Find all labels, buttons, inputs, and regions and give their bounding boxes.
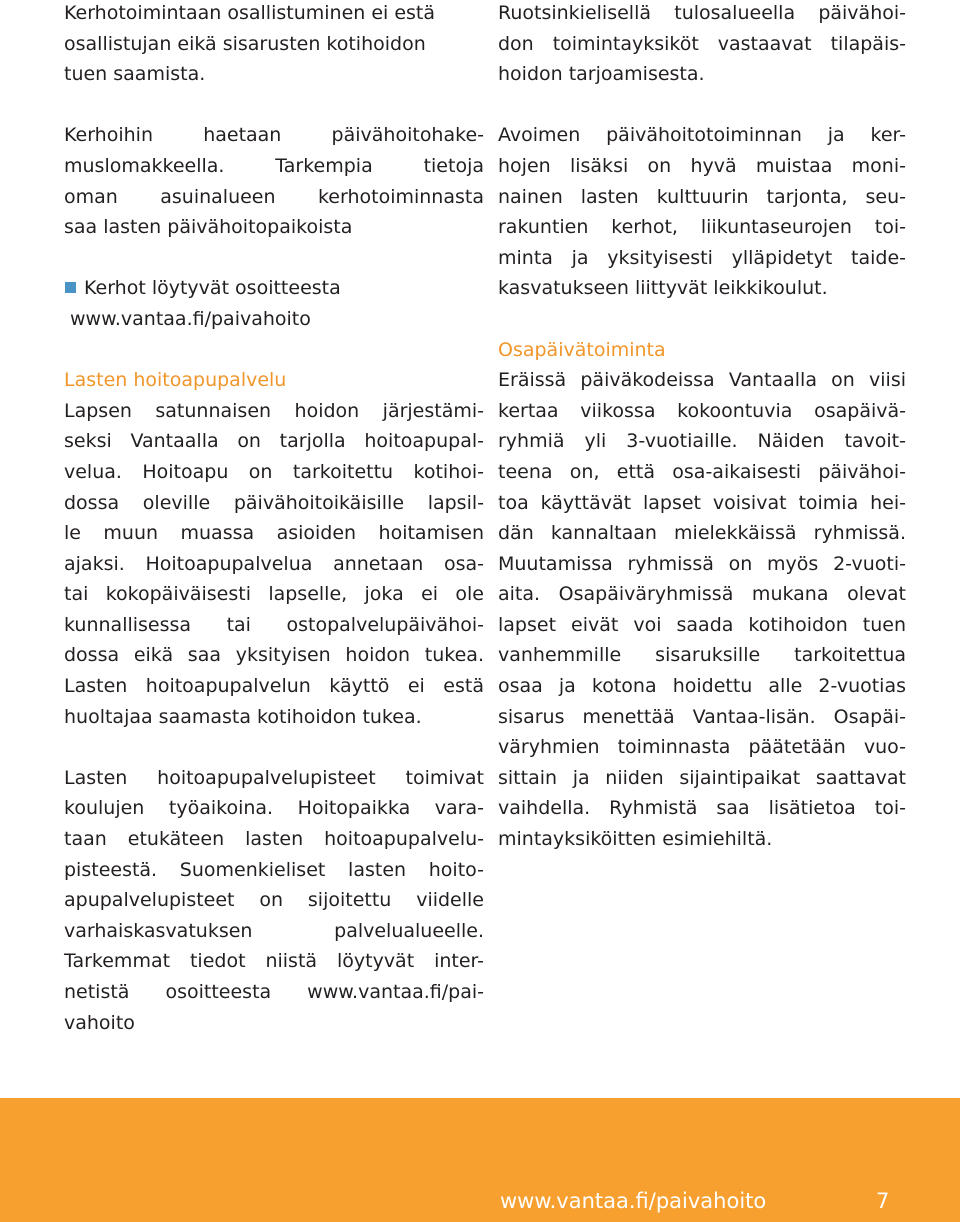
right-column (498, 0, 906, 855)
text-line: vaihdella. Ryhmistä saa lisätietoa toi- (498, 797, 906, 820)
footer-band (0, 1098, 960, 1222)
text-line: taan etukäteen lasten hoitoapupalvelu- (64, 828, 484, 851)
text-line: Lapsen satunnaisen hoidon järjestämi- (64, 399, 484, 422)
paragraph-hoitoapupalvelupisteet (64, 763, 484, 1038)
text-line: netistä osoitteesta www.vantaa.fi/pai- (64, 981, 484, 1003)
text-line: toa käyttävät lapset voisivat toimia hei- (498, 491, 906, 514)
text-line: Avoimen päivähoitotoiminnan ja ker- (498, 124, 906, 147)
bullet-kerho-link (64, 273, 484, 334)
page-number: 7 (876, 1189, 890, 1213)
heading-hoitoapupalvelu: Lasten hoitoapupalvelu (64, 369, 287, 392)
footer-url-link[interactable]: www.vantaa.fi/paivahoito (500, 1189, 767, 1213)
text-line: vanhemmille sisaruksille tarkoitettua (498, 644, 906, 667)
text-line: Eräissä päiväkodeissa Vantaalla on viisi (498, 369, 906, 392)
text-line: minta ja yksityisesti ylläpidetyt taide- (498, 246, 906, 269)
square-bullet-icon (65, 282, 76, 293)
text-line: Kerhotoimintaan osallistuminen ei estä (64, 2, 436, 24)
text-line: Lasten hoitoapupalvelun käyttö ei estä (64, 675, 484, 698)
text-line: varhaiskasvatuksen palvelualueelle. (64, 919, 484, 942)
text-line: teena on, että osa-aikaisesti päivähoi- (498, 460, 906, 483)
text-line: apupalvelupisteet on sijoitettu viidelle (64, 889, 484, 912)
text-line: ajaksi. Hoitoapupalvelua annetaan osa- (64, 552, 484, 575)
text-line: dossa oleville päivähoitoikäisille lapsil- (64, 491, 484, 514)
text-line: aita. Osapäiväryhmissä mukana olevat (498, 583, 906, 606)
text-line: rakuntien kerhot, liikuntaseurojen toi- (498, 216, 906, 239)
text-line: Lasten hoitoapupalvelupisteet toimivat (64, 766, 484, 789)
paragraph-swedish-area (498, 0, 906, 90)
left-column (64, 0, 484, 1038)
bullet-text: Kerhot löytyvät osoitteesta (84, 277, 341, 300)
text-line: koulujen työaikoina. Hoitopaikka vara- (64, 797, 484, 820)
text-line: dän kannaltaan mielekkäissä ryhmissä. (498, 522, 906, 545)
text-line: Kerhoihin haetaan päivähoitohake- (64, 124, 484, 147)
text-line: osaa ja kotona hoidettu alle 2-vuotias (498, 675, 906, 698)
text-line: pisteestä. Suomenkieliset lasten hoito- (64, 858, 484, 881)
text-line: kertaa viikossa kokoontuvia osapäivä- (498, 399, 906, 422)
text-line: saa lasten päivähoitopaikoista (64, 216, 353, 239)
text-line: sisarus menettää Vantaa-lisän. Osapäi- (498, 705, 906, 728)
heading-osapaivatoiminta: Osapäivätoiminta (498, 338, 666, 361)
text-line: hoidon tarjoamisesta. (498, 63, 705, 86)
text-line: velua. Hoitoapu on tarkoitettu kotihoi- (64, 460, 484, 483)
text-line: ryhmiä yli 3-vuotiaille. Näiden tavoit- (498, 430, 906, 453)
text-line: nainen lasten kulttuurin tarjonta, seu- (498, 185, 906, 208)
text-line: kunnallisessa tai ostopalvelupäivähoi- (64, 613, 484, 636)
text-line: sittain ja niiden sijaintipaikat saattavat (498, 766, 906, 789)
text-line: Tarkemmat tiedot niistä löytyvät inter- (64, 950, 484, 973)
paragraph-open-daycare (498, 120, 906, 304)
text-line: tuen saamista. (64, 63, 206, 86)
text-line: dossa eikä saa yksityisen hoidon tukea. (64, 644, 484, 667)
text-line: Muutamissa ryhmissä on myös 2-vuoti- (498, 552, 906, 575)
paragraph-hoitoapupalvelu (64, 396, 484, 733)
text-line: tai kokopäiväisesti lapselle, joka ei ole (64, 583, 484, 606)
text-line: huoltajaa saamasta kotihoidon tukea. (64, 705, 422, 728)
paragraph-kerho-application (64, 120, 484, 242)
text-line: muslomakkeella. Tarkempia tietoja (64, 154, 484, 177)
paragraph-kerho-participation (64, 0, 484, 90)
text-line: hojen lisäksi on hyvä muistaa moni- (498, 154, 906, 177)
text-line: oman asuinalueen kerhotoiminnasta (64, 185, 484, 208)
text-line: väryhmien toiminnasta päätetään vuo- (498, 736, 906, 759)
text-line: seksi Vantaalla on tarjolla hoitoapupal- (64, 430, 484, 453)
kerho-url-link[interactable]: www.vantaa.fi/paivahoito (70, 307, 311, 330)
text-line: Ruotsinkielisellä tulosalueella päivähoi- (498, 2, 906, 24)
text-line: kasvatukseen liittyvät leikkikoulut. (498, 277, 828, 300)
paragraph-osapaivatoiminta (498, 365, 906, 855)
text-line: mintayksiköitten esimiehiltä. (498, 828, 773, 851)
text-line: le muun muassa asioiden hoitamisen (64, 522, 484, 545)
text-line: lapset eivät voi saada kotihoidon tuen (498, 613, 906, 636)
text-line: osallistujan eikä sisarusten kotihoidon (64, 32, 426, 55)
text-line: vahoito (64, 1011, 135, 1034)
text-line: don toimintayksiköt vastaavat tilapäis- (498, 32, 906, 55)
